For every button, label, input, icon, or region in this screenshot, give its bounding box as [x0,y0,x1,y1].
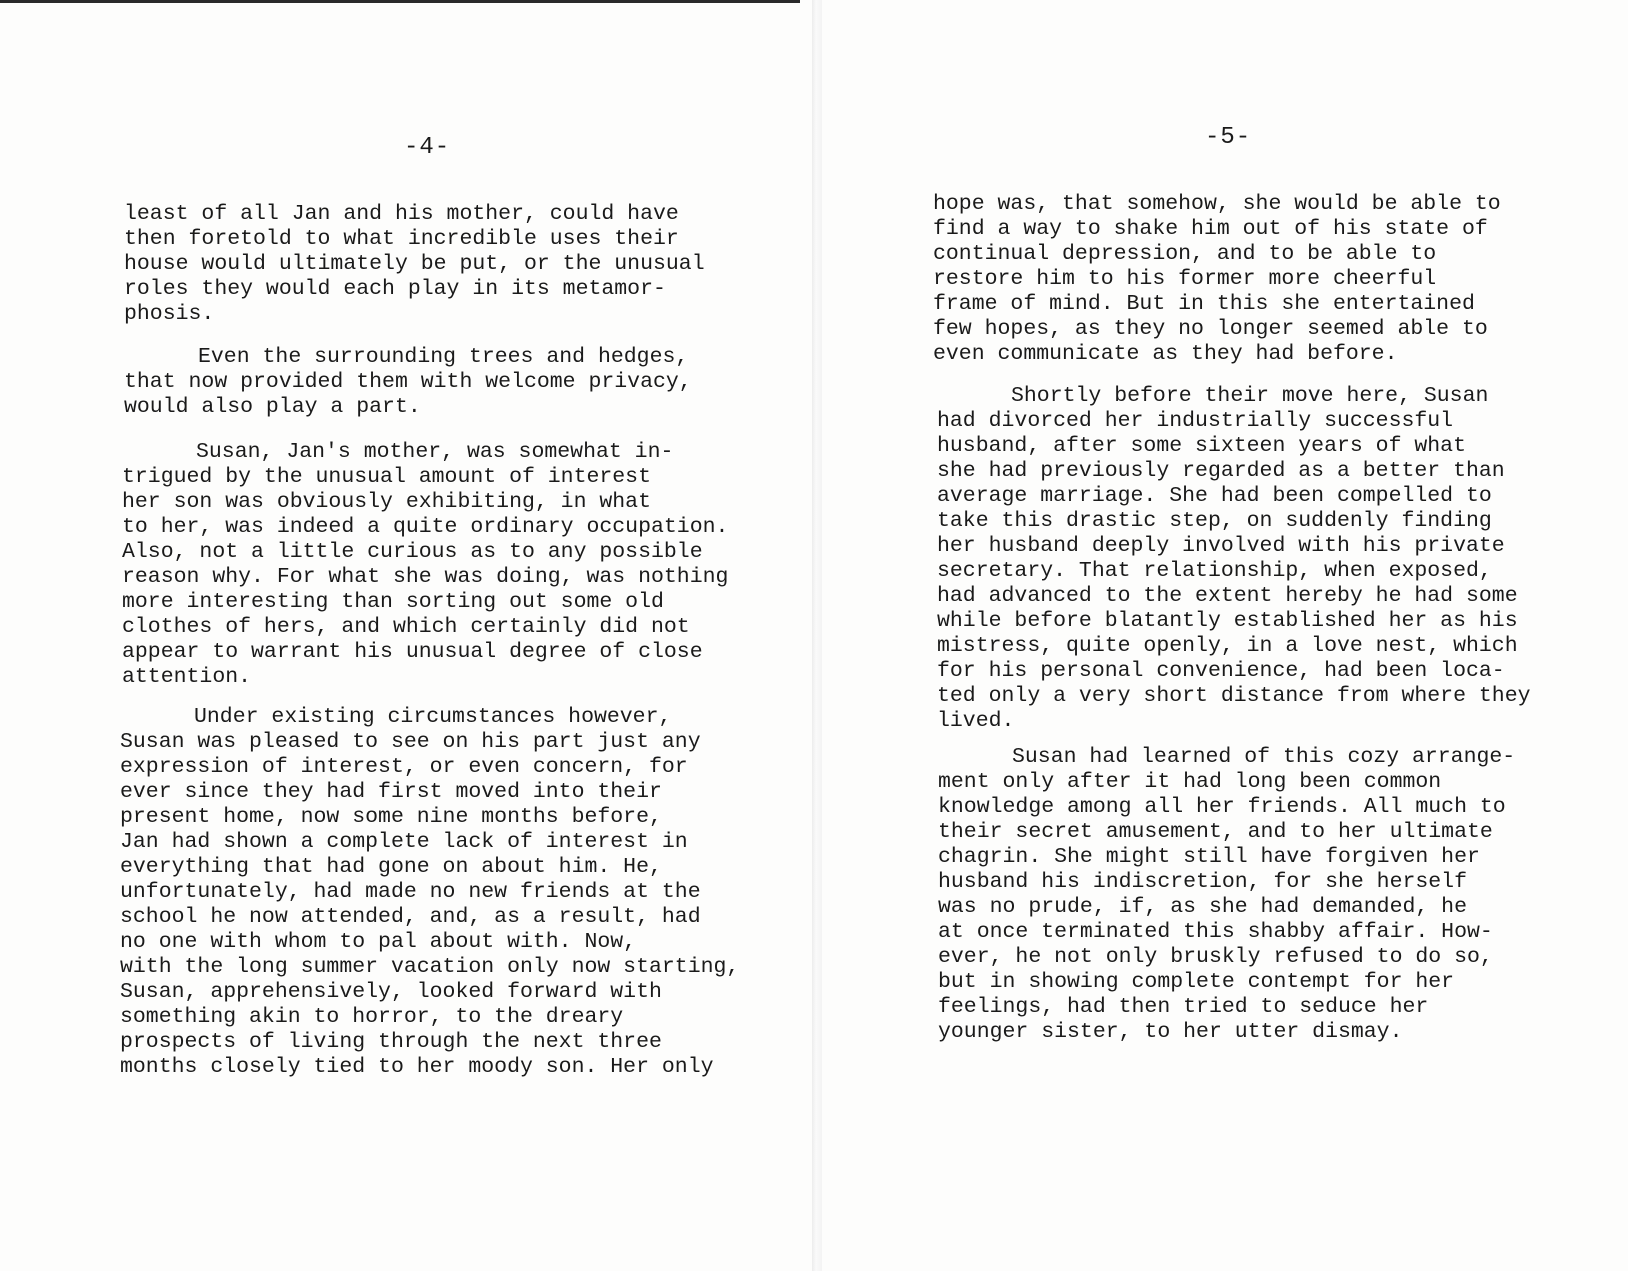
text-line: had advanced to the extent hereby he had some [937,584,1518,608]
text-line: knowledge among all her friends. All much to [938,795,1506,819]
left-paragraph-3 [122,440,728,690]
text-line: Susan was pleased to see on his part just any [120,730,701,754]
text-line: Susan had learned of this cozy arrange- [1012,745,1516,769]
text-line: Also, not a little curious as to any possible [122,540,703,564]
text-line: no one with whom to pal about with. Now, [120,930,637,954]
text-line: to her, was indeed a quite ordinary occupation. [122,515,729,539]
text-line: feelings, had then tried to seduce her [938,995,1429,1019]
text-line: clothes of hers, and which certainly did not [122,615,690,639]
text-line: ever, he not only bruskly refused to do so, [938,945,1493,969]
text-line: was no prude, if, as she had demanded, he [938,895,1467,919]
text-line: lived. [937,709,1015,733]
text-line: her son was obviously exhibiting, in what [122,490,651,514]
text-line: few hopes, as they no longer seemed able to [933,317,1488,341]
text-line: she had previously regarded as a better than [937,459,1505,483]
text-line: but in showing complete contempt for her [938,970,1455,994]
text-line: while before blatantly established her as his [937,609,1518,633]
left-paragraph-1 [124,202,705,327]
text-line: would also play a part. [124,395,421,419]
text-line: continual depression, and to be able to [933,242,1437,266]
text-line: Even the surrounding trees and hedges, [198,345,689,369]
text-line: average marriage. She had been compelled to [937,484,1492,508]
page-number-right: -5- [1205,124,1252,151]
text-line: more interesting than sorting out some old [122,590,664,614]
text-line: roles they would each play in its metamor- [124,277,666,301]
right-paragraph-1 [933,192,1501,367]
text-line: present home, now some nine months before, [120,805,662,829]
text-line: Jan had shown a complete lack of interest in [120,830,688,854]
text-line: reason why. For what she was doing, was nothing [122,565,729,589]
text-line: with the long summer vacation only now starting, [120,955,740,979]
text-line: frame of mind. But in this she entertained [933,292,1475,316]
text-line: that now provided them with welcome privacy, [124,370,692,394]
text-line: Susan, apprehensively, looked forward with [120,980,662,1004]
text-line: expression of interest, or even concern, for [120,755,688,779]
text-line: ted only a very short distance from where they [937,684,1531,708]
text-line: restore him to his former more cheerful [933,267,1437,291]
text-line: hope was, that somehow, she would be able to [933,192,1501,216]
text-line: Susan, Jan's mother, was somewhat in- [196,440,674,464]
text-line: Shortly before their move here, Susan [1011,384,1489,408]
text-line: their secret amusement, and to her ultimate [938,820,1493,844]
text-line: for his personal convenience, had been loca- [937,659,1505,683]
text-line: her husband deeply involved with his private [937,534,1505,558]
text-line: phosis. [124,302,215,326]
right-paragraph-3 [938,745,1515,1045]
text-line: least of all Jan and his mother, could have [124,202,679,226]
text-line: ment only after it had long been common [938,770,1442,794]
text-line: then foretold to what incredible uses their [124,227,679,251]
left-paragraph-4 [120,705,739,1080]
right-page [822,0,1628,1271]
text-line: appear to warrant his unusual degree of close [122,640,703,664]
right-paragraph-2 [937,384,1531,734]
text-line: secretary. That relationship, when exposed, [937,559,1492,583]
text-line: mistress, quite openly, in a love nest, which [937,634,1518,658]
text-line: had divorced her industrially successful [937,409,1454,433]
text-line: chagrin. She might still have forgiven her [938,845,1480,869]
page-number-left: -4- [404,134,451,161]
text-line: at once terminated this shabby affair. How- [938,920,1493,944]
text-line: house would ultimately be put, or the unusual [124,252,705,276]
left-paragraph-2 [124,345,692,420]
text-line: something akin to horror, to the dreary [120,1005,624,1029]
text-line: ever since they had first moved into their [120,780,662,804]
text-line: school he now attended, and, as a result, had [120,905,701,929]
text-line: trigued by the unusual amount of interest [122,465,651,489]
text-line: husband, after some sixteen years of what [937,434,1466,458]
text-line: attention. [122,665,252,689]
text-line: find a way to shake him out of his state of [933,217,1488,241]
text-line: months closely tied to her moody son. Her only [120,1055,714,1079]
text-line: husband his indiscretion, for she herself [938,870,1467,894]
text-line: everything that had gone on about him. He, [120,855,662,879]
text-line: Under existing circumstances however, [194,705,672,729]
text-line: younger sister, to her utter dismay. [938,1020,1403,1044]
left-page [0,0,812,1271]
text-line: take this drastic step, on suddenly finding [937,509,1492,533]
text-line: even communicate as they had before. [933,342,1398,366]
text-line: unfortunately, had made no new friends at the [120,880,701,904]
text-line: prospects of living through the next three [120,1030,662,1054]
book-gutter [812,0,822,1271]
